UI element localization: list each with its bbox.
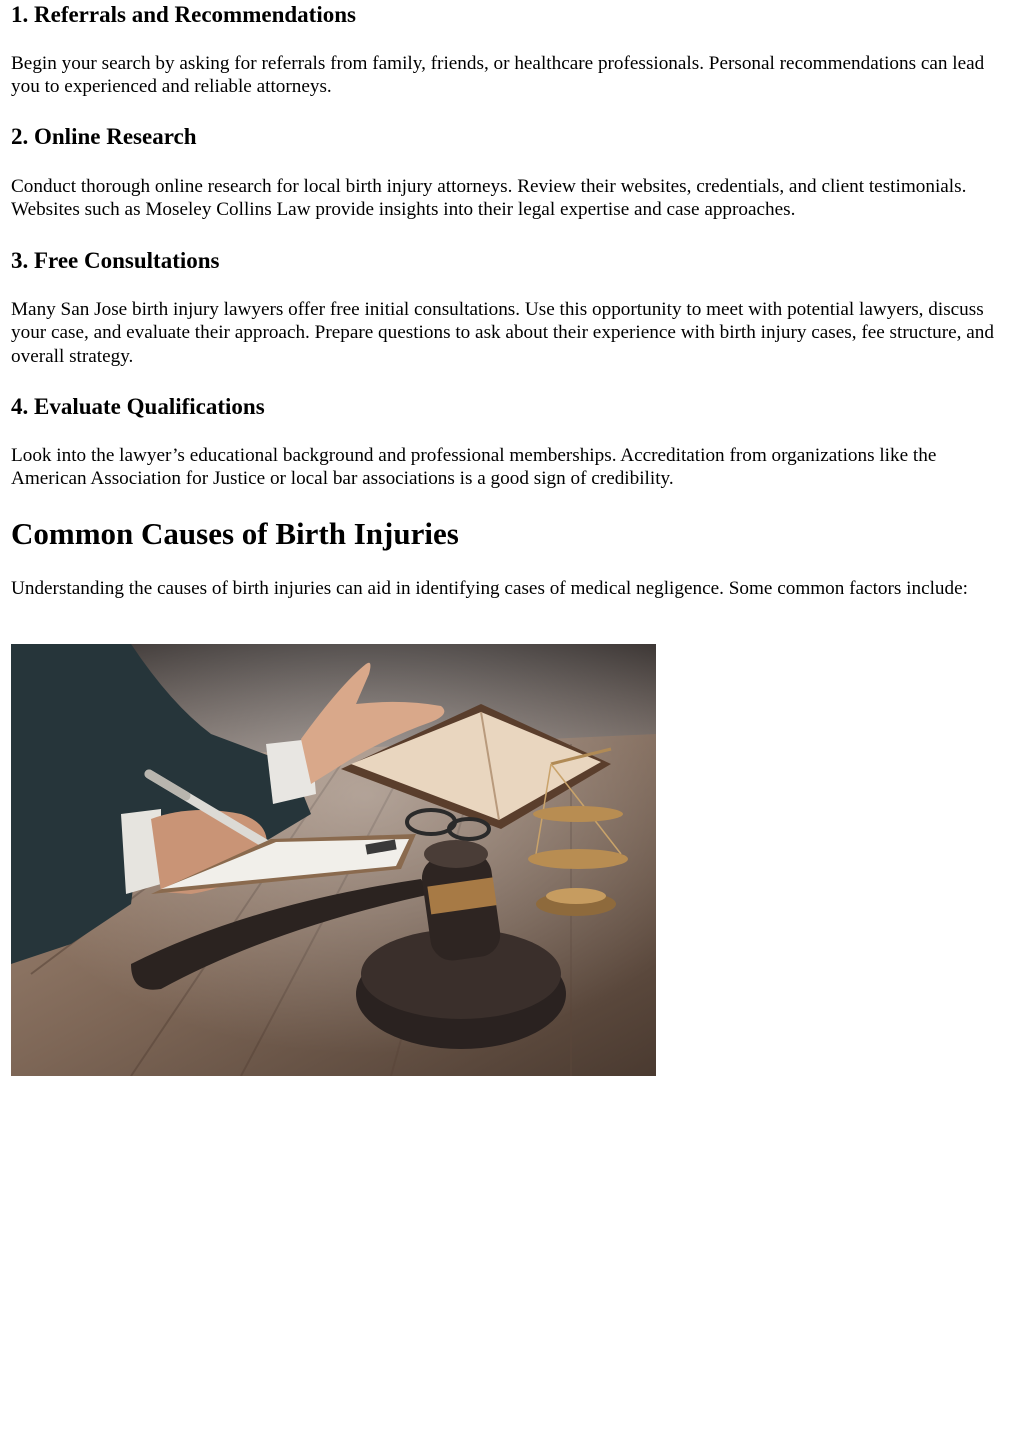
lawyer-gavel-scales-photo — [11, 644, 656, 1076]
section-heading-online-research: 2. Online Research — [11, 124, 197, 149]
section-body-online-research: Conduct thorough online research for local birth injury attorneys. Review their websites, credentials, and client testimonials. Websites such as Moseley Collins Law provide insights into their legal expertise and case approaches. — [11, 176, 967, 221]
section-heading-referrals: 1. Referrals and Recommendations — [11, 2, 356, 27]
intro-paragraph: Understanding the causes of birth injuries can aid in identifying cases of medical negligence. Some common factors include: — [11, 578, 968, 599]
section-body-referrals: Begin your search by asking for referrals from family, friends, or healthcare professionals. Personal recommendations can lead you to experienced and reliable attorneys. — [11, 53, 985, 98]
section-body-qualifications: Look into the lawyer’s educational background and professional memberships. Accreditation from organizations like the American Association for Justice or local bar associations is a good sign of credibility. — [11, 445, 937, 490]
main-heading: Common Causes of Birth Injuries — [11, 516, 459, 551]
section-body-free-consultations: Many San Jose birth injury lawyers offer free initial consultations. Use this opportunity to meet with potential lawyers, discuss your case, and evaluate their approach. Prepare questions to ask about their experience with birth injury cases, fee structure, and overall strategy. — [11, 299, 994, 367]
section-heading-qualifications: 4. Evaluate Qualifications — [11, 394, 265, 419]
section-heading-free-consultations: 3. Free Consultations — [11, 248, 220, 273]
